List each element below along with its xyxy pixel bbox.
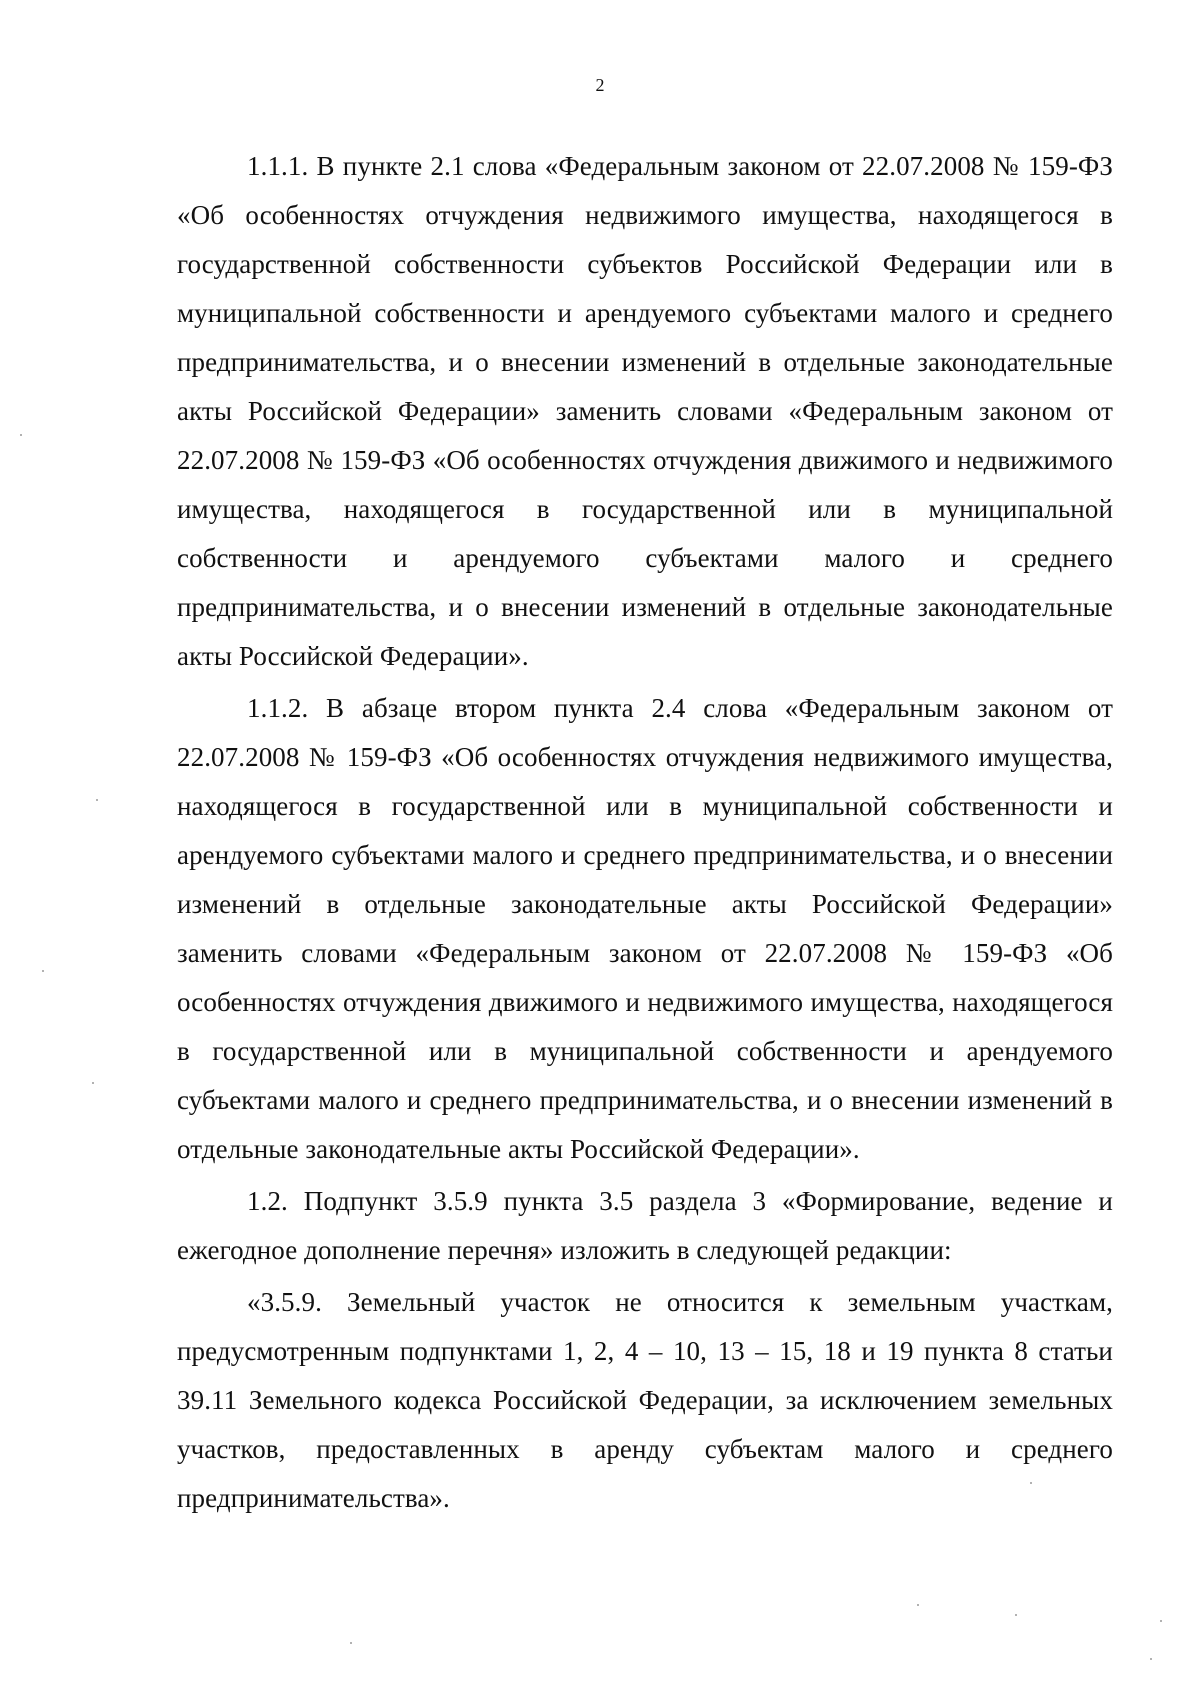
paragraph-1-2: 1.2. Подпункт 3.5.9 пункта 3.5 раздела 3 «Формирование, ведение и ежегодное дополнение перечня» изложить в следующей редакции: — [177, 1186, 1113, 1265]
document-body — [177, 142, 1113, 1523]
scan-speck — [42, 970, 44, 972]
scan-speck — [1030, 1482, 1032, 1484]
paragraph-1-1-2: 1.1.2. В абзаце втором пункта 2.4 слова «Федеральным законом от 22.07.2008 № 159-ФЗ «Об особенностях отчуждения недвижимого имущества, находящегося в государственной или в муниципальной собственности и арендуемого субъектами малого и среднего предпринимательства, и о внесении изменений в отдельные законодательные акты Российской Федерации» заменить словами «Федеральным законом от 22.07.2008 № 159-ФЗ «Об особенностях отчуждения движимого и недвижимого имущества, находящегося в государственной или в муниципальной собственности и арендуемого субъектами малого и среднего предпринимательства, и о внесении изменений в отдельные законодательные акты Российской Федерации». — [177, 693, 1113, 1164]
paragraph-1-1-1: 1.1.1. В пункте 2.1 слова «Федеральным законом от 22.07.2008 № 159-ФЗ «Об особенностях отчуждения недвижимого имущества, находящегося в государственной собственности субъектов Российской Федерации или в муниципальной собственности и арендуемого субъектами малого и среднего предпринимательства, и о внесении изменений в отдельные законодательные акты Российской Федерации» заменить словами «Федеральным законом от 22.07.2008 № 159-ФЗ «Об особенностях отчуждения движимого и недвижимого имущества, находящегося в государственной или в муниципальной собственности и арендуемого субъектами малого и среднего предпринимательства, и о внесении изменений в отдельные законодательные акты Российской Федерации». — [177, 151, 1113, 671]
scan-speck — [96, 799, 98, 801]
scan-speck — [917, 1604, 919, 1606]
scan-speck — [92, 1082, 94, 1084]
scan-speck — [350, 1642, 352, 1644]
scan-speck — [1150, 1658, 1152, 1660]
scan-speck — [1015, 1614, 1017, 1616]
paragraph-3-5-9-quote: «3.5.9. Земельный участок не относится к земельным участкам, предусмотренным подпунктами 1, 2, 4 – 10, 13 – 15, 18 и 19 пункта 8 статьи 39.11 Земельного кодекса Российской Федерации, за исключением земельных участков, предоставленных в аренду субъектам малого и среднего предпринимательства». — [177, 1287, 1113, 1513]
page-number: 2 — [595, 75, 605, 95]
scan-speck — [20, 434, 22, 436]
scan-speck — [1160, 1620, 1162, 1622]
